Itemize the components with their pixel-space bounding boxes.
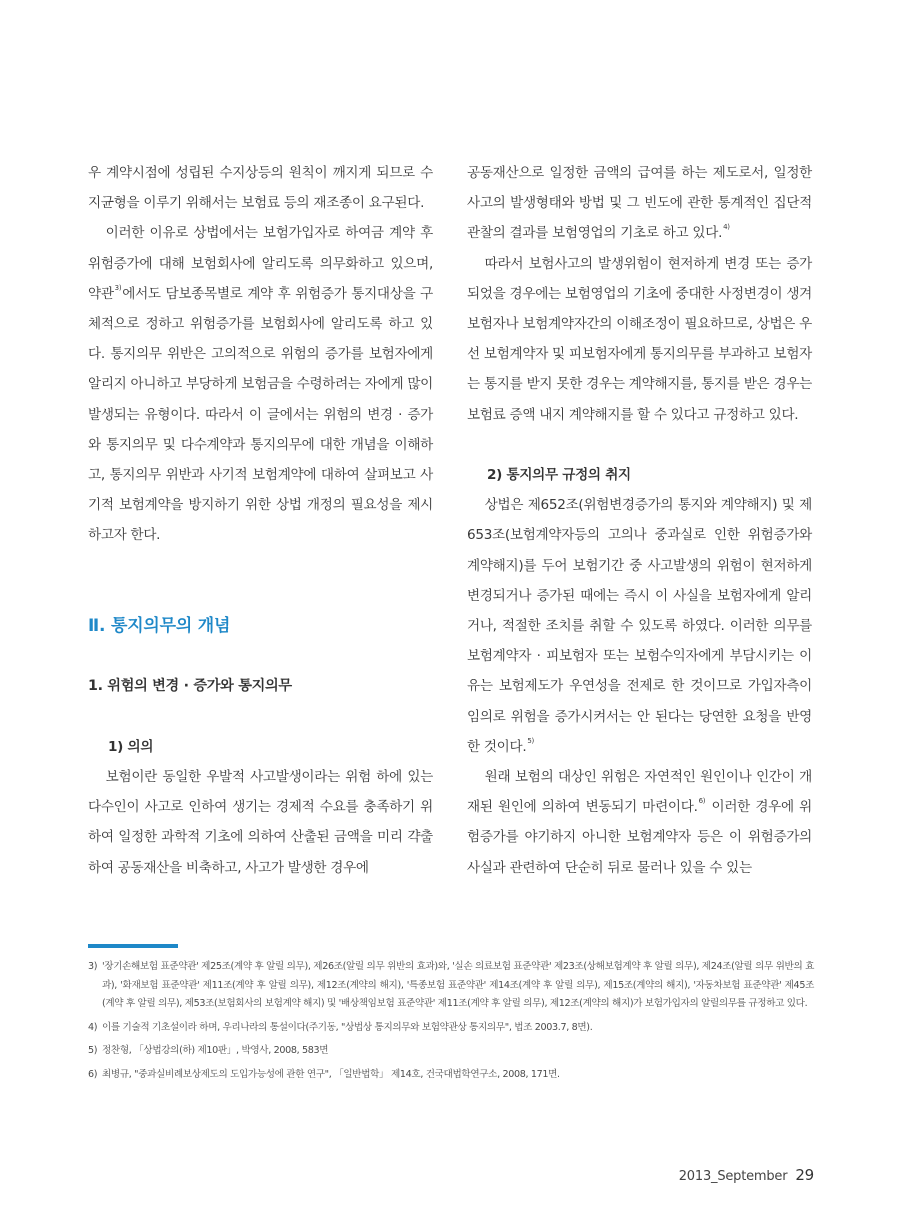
footnote-divider — [88, 944, 178, 948]
footnote-number: 3) — [88, 961, 98, 972]
issue-label: 2013_September — [678, 1169, 788, 1184]
footnote-text: 최병규, "중과실비례보상제도의 도입가능성에 관한 연구", 「일반법학」 제14호, 건국대법학연구소, 2008, 171면. — [102, 1068, 560, 1080]
footnote-ref[interactable]: 5) — [527, 736, 534, 745]
paragraph-text: 이러한 경우에 위험증가를 야기하지 아니한 보험계약자 등은 이 위험증가의 사실과 관련하여 단순히 뒤로 물러나 있을 수 있는 — [467, 799, 812, 876]
page-footer — [679, 1166, 814, 1184]
body-paragraph — [467, 762, 812, 883]
spacer — [88, 702, 433, 732]
spacer — [88, 641, 433, 671]
paragraph-text: 에서도 담보종목별로 계약 후 위험증가 통지대상을 구체적으로 정하고 위험증가를 보험회사에 알리도록 하고 있다. 통지의무 위반은 고의적으로 위험의 증가를 보험자에게 알리지 아니하고 부당하게 보험금을 수령하려는 자에게 많이 발생되는 유형이다. 따라서 이 글에서는 위험의 변경 · 증가와 통지의무 및 다수계약과 통지의무에 대한 개념을 이해하고, 통지의무 위반과 사기적 보험계약에 대하여 살펴보고 사기적 보험계약을 방지하기 위한 상법 개정의 필요성을 제시하고자 한다. — [88, 285, 433, 544]
paragraph-text: 원래 보험의 대상인 위험은 자연적인 원인이나 인간이 개재된 원인에 의하여 변동되기 마련이다. — [467, 769, 812, 816]
subsection-title: 2) 통지의무 규정의 취지 — [487, 467, 631, 484]
right-column — [467, 158, 812, 883]
footnote-item — [88, 1066, 814, 1085]
body-paragraph: 우 계약시점에 성립된 수지상등의 원칙이 깨지게 되므로 수지균형을 이루기 위해서는 보험료 등의 재조종이 요구된다. — [88, 165, 433, 212]
body-paragraph — [88, 218, 433, 550]
footnote-item — [88, 1042, 814, 1061]
footnote-ref[interactable]: 3) — [114, 283, 122, 292]
paragraph-text: 이러한 이유로 상법에서는 보험가입자로 하여금 계약 후 위험증가에 대해 보험회사에 알리도록 의무화하고 있으며, 약관 — [88, 225, 433, 302]
subsection-title: 1. 위험의 변경 · 증가와 통지의무 — [88, 678, 292, 695]
section-title: Ⅱ. 통지의무의 개념 — [88, 616, 231, 637]
body-paragraph — [467, 490, 812, 762]
body-paragraph — [467, 158, 812, 249]
footnote-number: 6) — [88, 1068, 98, 1080]
footnote-number: 5) — [88, 1045, 98, 1056]
spacer — [88, 581, 433, 611]
paragraph-text: 상법은 제652조(위험변경증가의 통지와 계약해지) 및 제653조(보험계약자등의 고의나 중과실로 인한 위험증가와 계약해지)를 두어 보험기간 중 사고발생의 위험이 현저하게 변경되거나 증가된 때에는 즉시 이 사실을 보험자에게 알리거나, 적절한 조치를 취할 수 있도록 하였다. 이러한 의무를 보험계약자 · 피보험자 또는 보험수익자에게 부담시키는 이유는 보험제도가 우연성을 전제로 한 것이므로 가입자측이 임의로 위험을 증가시켜서는 안 된다는 당연한 요청을 반영한 것이다. — [467, 497, 812, 755]
footnote-text: '장기손해보험 표준약관' 제25조(계약 후 알릴 의무), 제26조(알릴 의무 위반의 효과)와, '실손 의료보험 표준약관' 제23조(상해보험계약 후 알릴 의무), 제24조(알릴 의무 위반의 효과), '화재보험 표준약관' 제11조(계약 후 알릴 의무), 제12조(계약의 해지), '특종보험 표준약관' 제14조(계약 후 알릴 의무), 제15조(계약의 해지), '자동차보험 표준약관' 제45조(계약 후 알릴 의무), 제53조(보험회사의 보험계약 해지) 및 '배상책임보험 표준약관' 제11조(계약 후 알릴 의무), 제12조(계약의 해지)가 보험가입자의 알릴의무를 규정하고 있다. — [102, 961, 814, 1009]
footnote-item — [88, 1019, 814, 1038]
footnotes — [88, 958, 814, 1089]
paragraph-text: 공동재산으로 일정한 금액의 급여를 하는 제도로서, 일정한 사고의 발생형태와 방법 및 그 빈도에 관한 통계적인 집단적 관찰의 결과를 보험영업의 기초로 하고 있다. — [467, 165, 812, 242]
subsubsection-title: 1) 의의 — [108, 738, 154, 755]
page-number: 29 — [795, 1166, 814, 1184]
spacer — [88, 551, 433, 581]
footnote-number: 4) — [88, 1021, 98, 1033]
footnote-item — [88, 958, 814, 1014]
footnote-text: 정찬형, 「상법강의(하) 제10판」, 박영사, 2008, 583면 — [102, 1045, 329, 1056]
footnote-ref[interactable]: 4) — [723, 223, 730, 232]
left-column — [88, 158, 433, 883]
footnote-text: 이를 기술적 기초설이라 하며, 우리나라의 통설이다(주기동, "상법상 통지의무와 보험약관상 통지의무", 법조 2003.7, 8면). — [102, 1021, 593, 1033]
spacer — [467, 430, 812, 460]
footnote-ref[interactable]: 6) — [698, 797, 706, 806]
body-paragraph: 따라서 보험사고의 발생위험이 현저하게 변경 또는 증가되었을 경우에는 보험영업의 기초에 중대한 사정변경이 생겨 보험자나 보험계약자간의 이해조정이 필요하므로, 상법은 우선 보험계약자 및 피보험자에게 통지의무를 부과하고 보험자는 통지를 받지 못한 경우는 계약해지를, 통지를 받은 경우는 보험료 증액 내지 계약해지를 할 수 있다고 규정하고 있다. — [467, 255, 812, 423]
body-paragraph: 보험이란 동일한 우발적 사고발생이라는 위험 하에 있는 다수인이 사고로 인하여 생기는 경제적 수요를 충족하기 위하여 일정한 과학적 기초에 의하여 산출된 금액을 미리 갹출하여 공동재산을 비축하고, 사고가 발생한 경우에 — [88, 769, 433, 876]
